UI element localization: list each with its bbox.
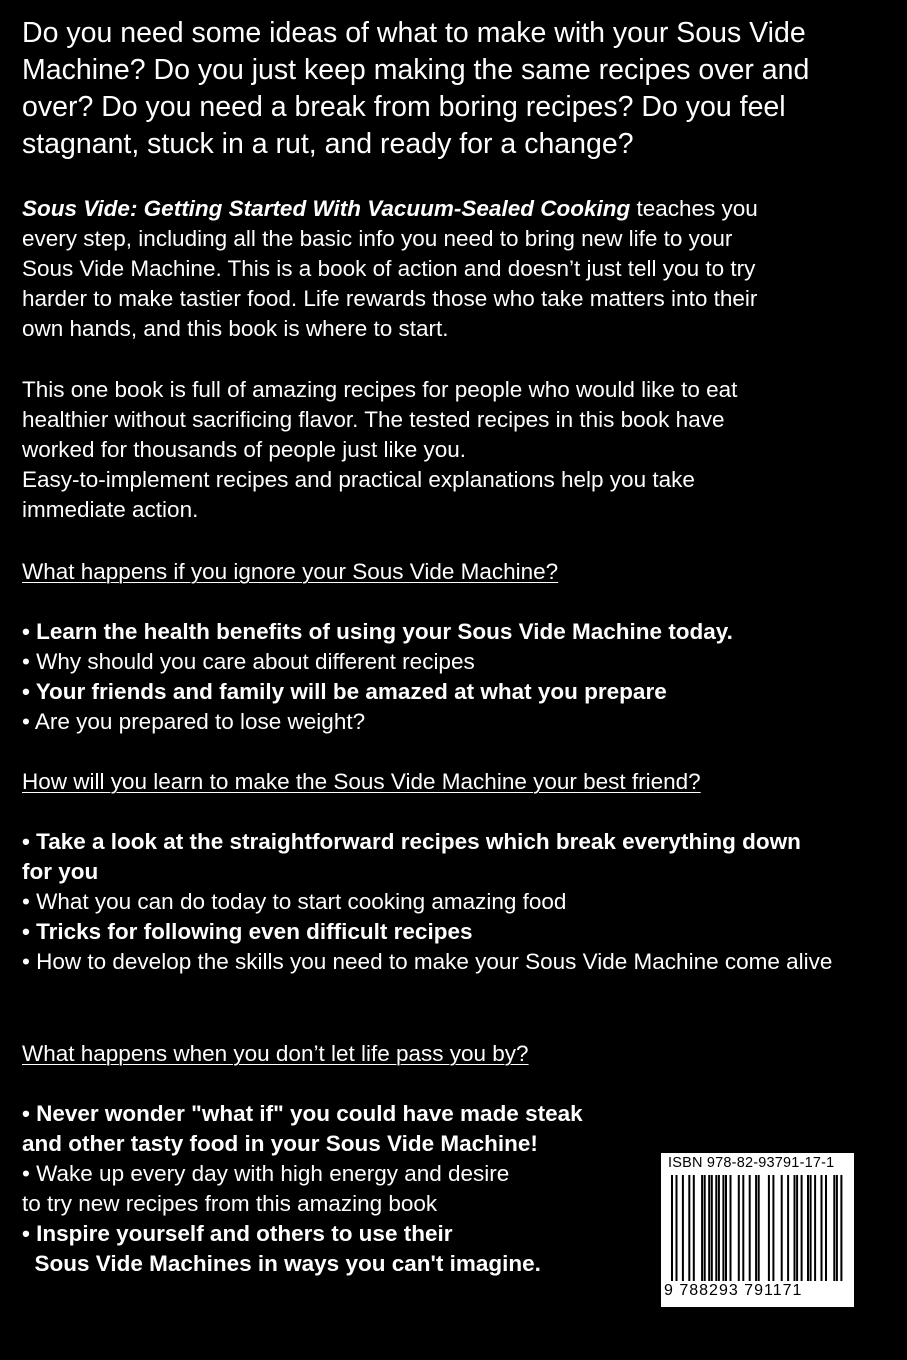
barcode-bar <box>801 1175 803 1281</box>
intro-line: stagnant, stuck in a rut, and ready for a change? <box>22 128 634 160</box>
book-title: Sous Vide: Getting Started With Vacuum-Sealed Cooking <box>22 196 631 221</box>
description-first-line <box>22 194 892 224</box>
bullet-item: • Learn the health benefits of using your Sous Vide Machine today. <box>22 619 733 644</box>
barcode-bar <box>738 1175 740 1281</box>
barcode-bar <box>796 1175 798 1281</box>
bullet-item-continuation: and other tasty food in your Sous Vide Machine! <box>22 1131 538 1156</box>
recipes-line: Easy-to-implement recipes and practical explanations help you take <box>22 467 695 492</box>
isbn-label: ISBN 978-82-93791-17-1 <box>668 1155 835 1171</box>
bullet-item: • Are you prepared to lose weight? <box>22 709 366 734</box>
barcode-bar <box>794 1175 796 1281</box>
description-line: every step, including all the basic info you need to bring new life to your <box>22 226 733 251</box>
recipes-line: This one book is full of amazing recipes for people who would like to eat <box>22 377 738 402</box>
barcode-bar <box>730 1175 732 1281</box>
barcode-bar <box>772 1175 774 1281</box>
bullet-item: • Your friends and family will be amazed at what you prepare <box>22 679 667 704</box>
isbn-number: 9 788293 791171 <box>664 1282 803 1299</box>
barcode-bar <box>810 1175 812 1281</box>
description-line: own hands, and this book is where to start. <box>22 316 449 341</box>
description-first-line-rest: teaches you <box>630 196 758 221</box>
section-best-friend <box>22 767 842 977</box>
description-paragraph <box>22 194 892 344</box>
isbn-barcode <box>661 1153 854 1307</box>
recipes-line: healthier without sacrificing flavor. The tested recipes in this book have <box>22 407 725 432</box>
barcode-bar <box>718 1175 720 1281</box>
bullet-item: • Take a look at the straightforward recipes which break everything down for you <box>22 829 801 884</box>
recipes-paragraph <box>22 375 892 525</box>
barcode-bar <box>722 1175 724 1281</box>
intro-line: Do you need some ideas of what to make with your Sous Vide <box>22 17 806 49</box>
bullet-item-continuation: to try new recipes from this amazing book <box>22 1191 438 1216</box>
bullet-item: • Tricks for following even difficult recipes <box>22 919 473 944</box>
description-line: harder to make tastier food. Life rewards those who take matters into their <box>22 286 758 311</box>
bullet-item: • What you can do today to start cooking amazing food <box>22 889 567 914</box>
barcode-bar <box>671 1175 673 1281</box>
barcode-bar <box>833 1175 835 1281</box>
barcode-bar <box>682 1175 684 1281</box>
intro-paragraph <box>22 15 892 163</box>
bullet-item: • Never wonder "what if" you could have made steak <box>22 1101 583 1126</box>
barcode-bar <box>701 1175 703 1281</box>
bullet-item: • Why should you care about different recipes <box>22 649 475 674</box>
intro-line: over? Do you need a break from boring recipes? Do you feel <box>22 91 786 123</box>
barcode-bar <box>755 1175 757 1281</box>
section-heading: How will you learn to make the Sous Vide Machine your best friend? <box>22 769 701 794</box>
barcode-bar <box>807 1175 809 1281</box>
section-ignore <box>22 557 892 737</box>
barcode-bar <box>825 1175 827 1281</box>
barcode-bar <box>676 1175 678 1281</box>
barcode-bars <box>671 1175 844 1281</box>
description-line: Sous Vide Machine. This is a book of action and doesn’t just tell you to try <box>22 256 756 281</box>
barcode-bar <box>693 1175 695 1281</box>
section-heading: What happens if you ignore your Sous Vide Machine? <box>22 559 559 584</box>
barcode-bar <box>781 1175 783 1281</box>
section-heading: What happens when you don’t let life pass you by? <box>22 1041 529 1066</box>
barcode-bar <box>840 1175 842 1281</box>
barcode-bar <box>725 1175 727 1281</box>
bullet-item: • How to develop the skills you need to make your Sous Vide Machine come alive <box>22 949 833 974</box>
recipes-line: worked for thousands of people just like you. <box>22 437 467 462</box>
barcode-bar <box>758 1175 760 1281</box>
barcode-bar <box>749 1175 751 1281</box>
barcode-bar <box>836 1175 838 1281</box>
bullet-item: • Inspire yourself and others to use their <box>22 1221 453 1246</box>
bullet-item: • Wake up every day with high energy and desire <box>22 1161 510 1186</box>
barcode-bar <box>711 1175 713 1281</box>
barcode-bar <box>787 1175 789 1281</box>
bullet-item-continuation: Sous Vide Machines in ways you can't imagine. <box>22 1251 541 1276</box>
barcode-bar <box>708 1175 710 1281</box>
barcode-bar <box>814 1175 816 1281</box>
barcode-bar <box>742 1175 744 1281</box>
barcode-bar <box>704 1175 706 1281</box>
intro-line: Machine? Do you just keep making the same recipes over and <box>22 54 810 86</box>
recipes-line: immediate action. <box>22 497 199 522</box>
barcode-bar <box>688 1175 690 1281</box>
barcode-bar <box>821 1175 823 1281</box>
barcode-bar <box>715 1175 717 1281</box>
barcode-bar <box>768 1175 770 1281</box>
